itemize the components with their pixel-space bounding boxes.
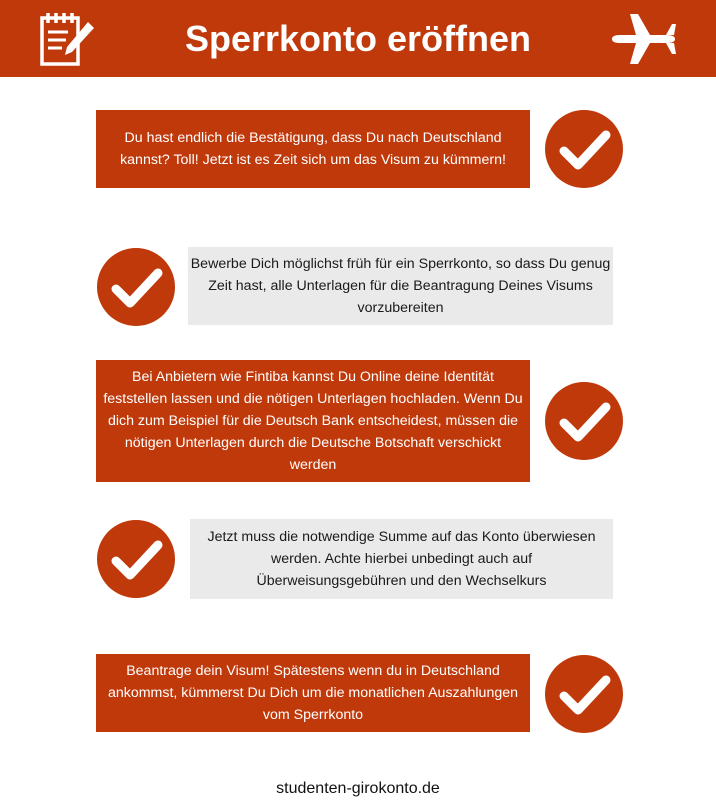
header-banner	[0, 0, 716, 77]
step-3-box	[96, 360, 530, 482]
step-3-text: Bei Anbietern wie Fintiba kannst Du Online deine Identität feststellen lassen und die nötigen Unterlagen hochladen. Wenn Du dich zum Beispiel für die Deutsch Bank entscheidest, müssen die nötigen Unterlagen durch die Deutsche Botschaft verschickt werden	[103, 369, 523, 473]
checkmark-circle-icon	[96, 519, 176, 599]
checkmark-circle-icon	[544, 381, 624, 461]
step-1-box	[96, 110, 530, 188]
airplane-icon	[608, 12, 678, 66]
step-2-text: Bewerbe Dich möglichst früh für ein Sperrkonto, so dass Du genug Zeit hast, alle Unterlagen für die Beantragung Deines Visums vorzubereiten	[190, 256, 611, 316]
checkmark-circle-icon	[544, 109, 624, 189]
checklist-icon	[38, 10, 96, 68]
step-5-text: Beantrage dein Visum! Spätestens wenn du in Deutschland ankommst, kümmerst Du Dich um die monatlichen Auszahlungen vom Sperrkonto	[107, 663, 519, 723]
page-title: Sperrkonto eröffnen	[184, 18, 532, 59]
step-5-box	[96, 654, 530, 732]
step-2-box	[188, 247, 613, 325]
footer-website: studenten-girokonto.de	[276, 780, 440, 797]
step-1-text: Du hast endlich die Bestätigung, dass Du nach Deutschland kannst? Toll! Jetzt ist es Zeit sich um das Visum zu kümmern!	[120, 130, 506, 168]
step-4-text: Jetzt muss die notwendige Summe auf das Konto überwiesen werden. Achte hierbei unbedingt auch auf Überweisungsgebühren und den Wechselkurs	[207, 529, 596, 589]
step-4-box	[190, 519, 613, 599]
checkmark-circle-icon	[544, 654, 624, 734]
checkmark-circle-icon	[96, 247, 176, 327]
